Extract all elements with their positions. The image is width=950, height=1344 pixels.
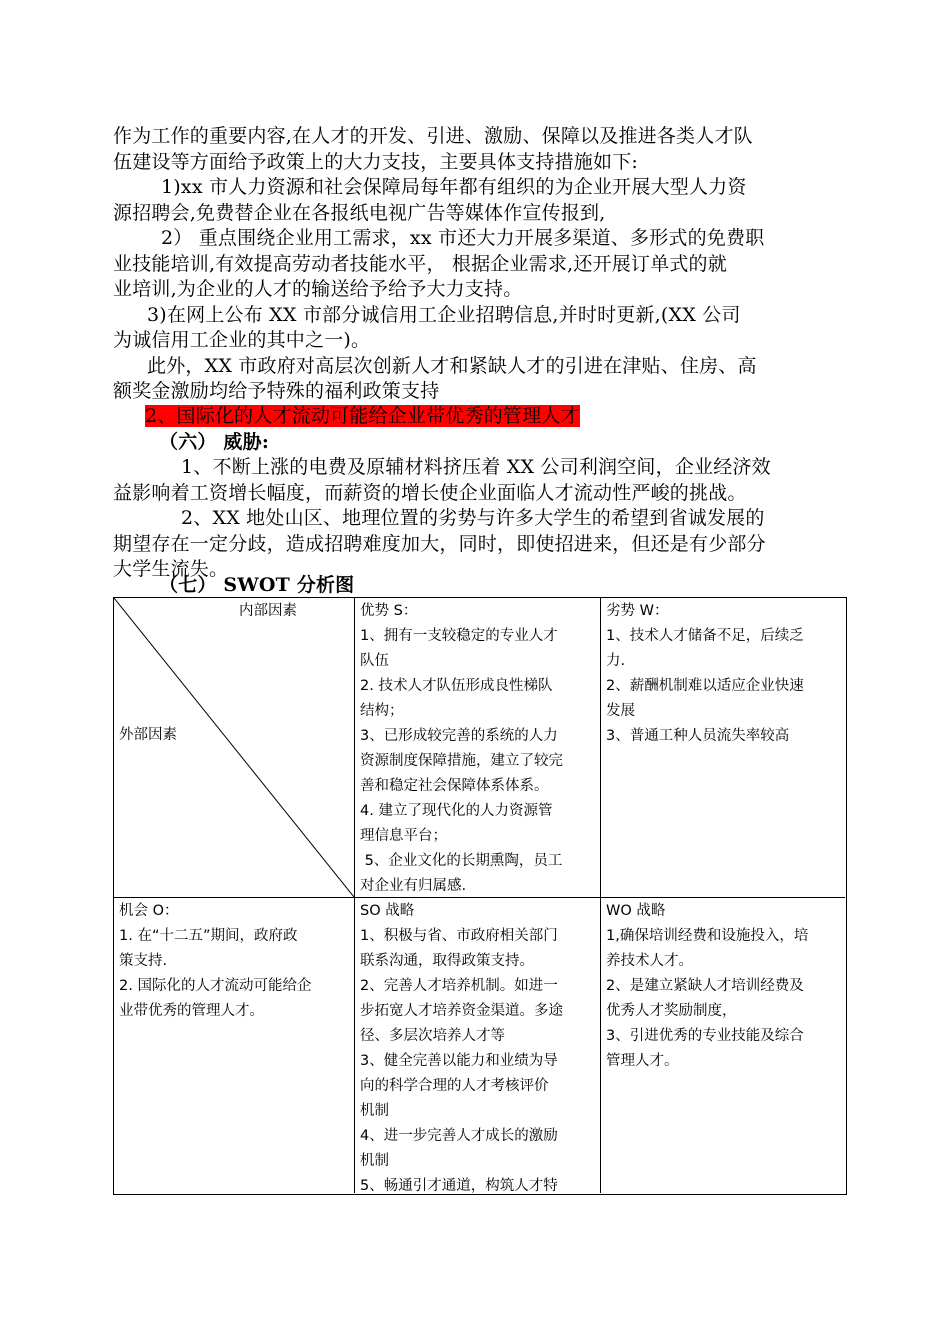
paragraph-line: 伍建设等方面给予政策上的大力支技，主要具体支持措施如下: <box>113 151 639 173</box>
paragraph-line: 期望存在一定分歧，造成招聘难度加大，同时，即使招进来，但还是有少部分 <box>113 533 766 555</box>
paragraph-line: 额奖金激励均给予特殊的福利政策支持 <box>113 380 440 402</box>
paragraph-line: 大学生流失。 <box>113 558 229 580</box>
so-line: 5、畅通引才通道，构筑人才特 <box>360 1178 558 1194</box>
strengths-line: 2. 技术人才队伍形成良性梯队 <box>360 678 553 694</box>
so-line: 2、完善人才培养机制。如进一 <box>360 978 558 994</box>
wo-line: WO 战略 <box>606 903 666 919</box>
highlighted-text: 2、国际化的人才流动可能给企业带优秀的管理人才 <box>145 405 580 427</box>
so-line: 4、进一步完善人才成长的激励 <box>360 1128 558 1144</box>
so-line: 联系沟通，取得政策支持。 <box>360 953 534 969</box>
strengths-line: 3、已形成较完善的系统的人力 <box>360 728 558 744</box>
paragraph-line: 1)xx 市人力资源和社会保障局每年都有组织的为企业开展大型人力资 <box>161 176 747 198</box>
wo-line: 优秀人才奖励制度， <box>606 1003 737 1019</box>
wo-line: 2、是建立紧缺人才培训经费及 <box>606 978 804 994</box>
section-heading-swot: （七） SWOT 分析图 <box>159 574 355 596</box>
paragraph-line: 2、XX 地处山区、地理位置的劣势与许多大学生的希望到省诚发展的 <box>181 507 765 529</box>
swot-table <box>113 597 847 1195</box>
paragraph-line: 业培训,为企业的人才的输送给予给予大力支持。 <box>113 278 523 300</box>
highlighted-line <box>145 404 580 430</box>
wo-line: 3、引进优秀的专业技能及综合 <box>606 1028 804 1044</box>
opportunities-cell <box>114 898 354 1194</box>
so-line: 3、健全完善以能力和业绩为导 <box>360 1053 558 1069</box>
strengths-line: 结构； <box>360 703 404 719</box>
weaknesses-line: 力. <box>606 653 626 669</box>
paragraph-line: 作为工作的重要内容,在人才的开发、引进、激励、保障以及推进各类人才队 <box>113 125 753 147</box>
wo-line: 1,确保培训经费和设施投入，培 <box>606 928 809 944</box>
so-line: 机制 <box>360 1153 389 1169</box>
strengths-line: 优势 S： <box>360 603 418 619</box>
strengths-cell <box>355 598 600 897</box>
strengths-line: 善和稳定社会保障体系体系。 <box>360 778 549 794</box>
wo-strategy-cell <box>601 898 845 1194</box>
corner-label-internal: 内部因素 <box>239 603 297 619</box>
weaknesses-line: 3、普通工种人员流失率较高 <box>606 728 790 744</box>
opportunities-line: 2. 国际化的人才流动可能给企 <box>119 978 312 994</box>
weaknesses-line: 劣势 W： <box>606 603 669 619</box>
so-line: SO 战略 <box>360 903 415 919</box>
paragraph-line: 3)在网上公布 XX 市部分诚信用工企业招聘信息,并时时更新,(XX 公司 <box>147 304 741 326</box>
wo-line: 养技术人才。 <box>606 953 693 969</box>
opportunities-line: 1. 在“十二五”期间，政府政 <box>119 928 298 944</box>
paragraph-line: 业技能培训,有效提高劳动者技能水平， 根据企业需求,还开展订单式的就 <box>113 253 727 275</box>
strengths-line: 4. 建立了现代化的人力资源管 <box>360 803 553 819</box>
so-line: 径、多层次培养人才等 <box>360 1028 505 1044</box>
so-line: 机制 <box>360 1103 389 1119</box>
strengths-line: 对企业有归属感. <box>360 878 467 894</box>
strengths-line: 队伍 <box>360 653 389 669</box>
strengths-line: 资源制度保障措施，建立了较完 <box>360 753 563 769</box>
opportunities-line: 策支持. <box>119 953 168 969</box>
so-line: 1、积极与省、市政府相关部门 <box>360 928 558 944</box>
paragraph-line: 1、不断上涨的电费及原辅材料挤压着 XX 公司利润空间，企业经济效 <box>181 456 771 478</box>
section-heading-threats: （六） 威胁: <box>159 431 270 453</box>
strengths-line: 5、企业文化的长期熏陶，员工 <box>360 853 563 869</box>
weaknesses-line: 1、技术人才储备不足，后续乏 <box>606 628 804 644</box>
strengths-line: 1、拥有一支较稳定的专业人才 <box>360 628 558 644</box>
opportunities-line: 业带优秀的管理人才。 <box>119 1003 264 1019</box>
paragraph-line: 为诚信用工企业的其中之一)。 <box>113 329 371 351</box>
so-strategy-cell <box>355 898 600 1194</box>
wo-line: 管理人才。 <box>606 1053 679 1069</box>
opportunities-line: 机会 O： <box>119 903 179 919</box>
paragraph-line: 2） 重点围绕企业用工需求，xx 市还大力开展多渠道、多形式的免费职 <box>161 227 765 249</box>
weaknesses-line: 2、薪酬机制难以适应企业快速 <box>606 678 804 694</box>
so-line: 步拓宽人才培养资金渠道。多途 <box>360 1003 563 1019</box>
so-line: 向的科学合理的人才考核评价 <box>360 1078 549 1094</box>
strengths-line: 理信息平台； <box>360 828 447 844</box>
paragraph-line: 此外，XX 市政府对高层次创新人才和紧缺人才的引进在津贴、住房、高 <box>147 355 757 377</box>
paragraph-line: 益影响着工资增长幅度，而薪资的增长使企业面临人才流动性严峻的挑战。 <box>113 482 747 504</box>
paragraph-line: 源招聘会,免费替企业在各报纸电视广告等媒体作宣传报到, <box>113 202 606 224</box>
corner-label-external: 外部因素 <box>119 727 177 743</box>
weaknesses-line: 发展 <box>606 703 635 719</box>
weaknesses-cell <box>601 598 845 897</box>
